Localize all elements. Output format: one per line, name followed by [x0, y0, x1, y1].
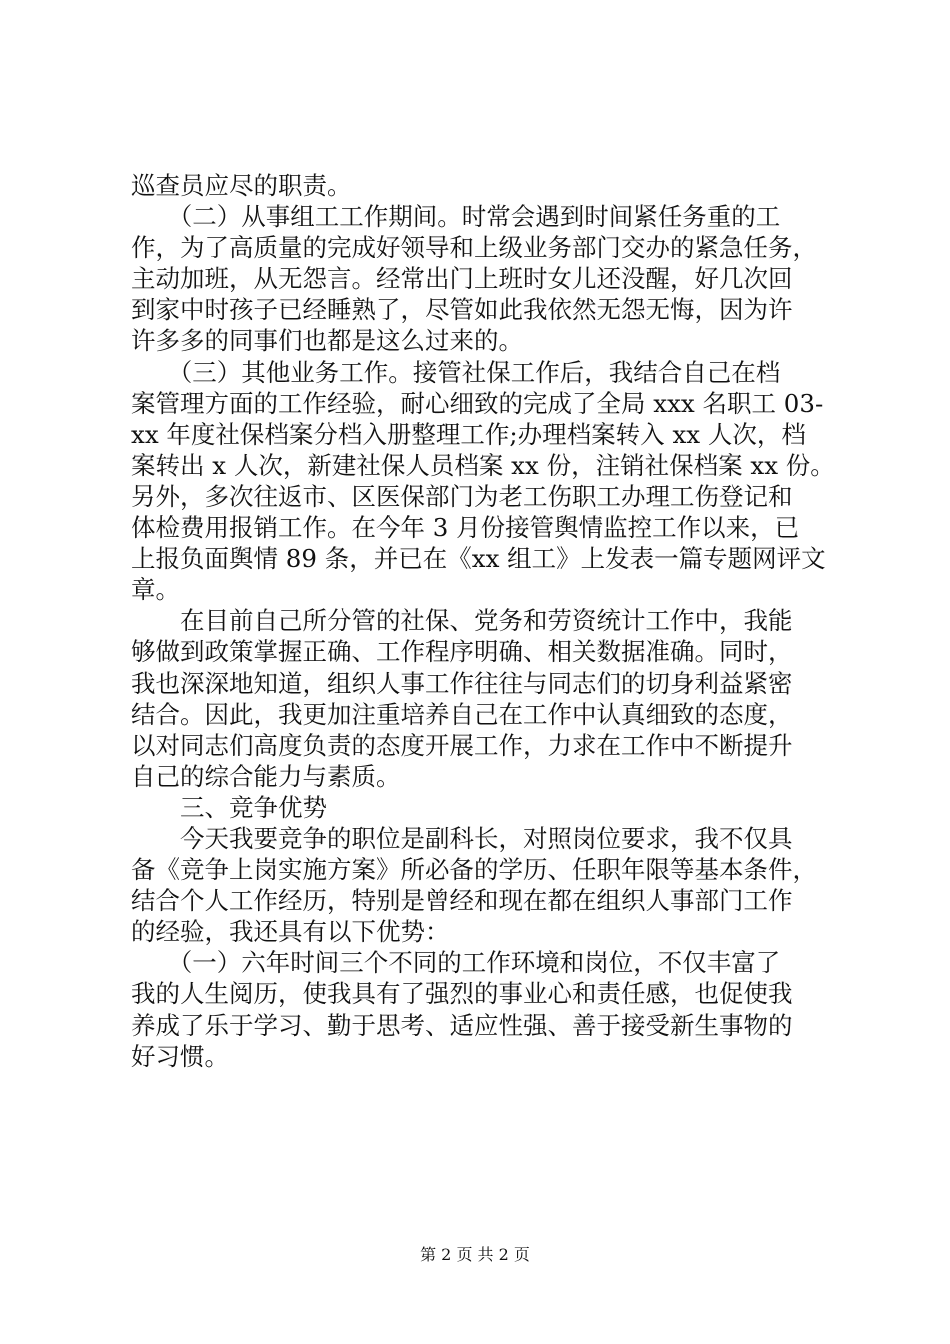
text-line-11: 另外，多次往返市、区医保部门为老工伤职工办理工伤登记和	[131, 481, 793, 511]
text-line-28: 养成了乐于学习、勤于思考、适应性强、善于接受新生事物的	[131, 1010, 793, 1040]
section-heading: 三、竞争优势	[131, 792, 327, 822]
document-body	[131, 170, 843, 1072]
text-line-29: 好习惯。	[131, 1041, 229, 1071]
text-line-17: 我也深深地知道，组织人事工作往往与同志们的切身利益紧密	[131, 668, 793, 698]
text-line-2: （二）从事组工工作期间。时常会遇到时间紧任务重的工	[131, 202, 781, 232]
text-line-14: 章。	[131, 575, 180, 605]
page-number-label: 第 2 页 共 2 页	[420, 1245, 530, 1264]
text-line-22: 今天我要竞争的职位是副科长，对照岗位要求，我不仅具	[131, 823, 793, 853]
text-line-10: 案转出 x 人次，新建社保人员档案 xx 份，注销社保档案 xx 份。	[131, 450, 835, 480]
text-line-8: 案管理方面的工作经验，耐心细致的完成了全局 xxx 名职工 03-	[131, 388, 824, 418]
text-line-1: 巡查员应尽的职责。	[131, 171, 352, 200]
text-line-3: 作，为了高质量的完成好领导和上级业务部门交办的紧急任务，	[131, 233, 817, 263]
text-line-27: 我的人生阅历，使我具有了强烈的事业心和责任感，也促使我	[131, 979, 793, 1009]
text-line-16: 够做到政策掌握正确、工作程序明确、相关数据准确。同时，	[131, 637, 793, 667]
text-line-25: 的经验，我还具有以下优势：	[131, 917, 450, 947]
text-line-15: 在目前自己所分管的社保、党务和劳资统计工作中，我能	[131, 606, 793, 636]
text-line-4: 主动加班，从无怨言。经常出门上班时女儿还没醒，好几次回	[131, 264, 793, 294]
text-line-26: （一）六年时间三个不同的工作环境和岗位，不仅丰富了	[131, 948, 781, 978]
text-line-5: 到家中时孩子已经睡熟了，尽管如此我依然无怨无悔，因为许	[131, 295, 793, 325]
page-footer	[0, 1245, 950, 1265]
text-line-6: 许多多的同事们也都是这么过来的。	[131, 326, 523, 356]
text-line-18: 结合。因此，我更加注重培养自己在工作中认真细致的态度，	[131, 699, 793, 729]
text-line-19: 以对同志们高度负责的态度开展工作，力求在工作中不断提升	[131, 730, 793, 760]
text-line-12: 体检费用报销工作。在今年 3 月份接管舆情监控工作以来，已	[131, 513, 800, 543]
text-line-7: （三）其他业务工作。接管社保工作后，我结合自己在档	[131, 357, 781, 387]
text-line-23: 备《竞争上岗实施方案》所必备的学历、任职年限等基本条件，	[131, 855, 817, 885]
text-line-20: 自己的综合能力与素质。	[131, 761, 401, 791]
text-line-24: 结合个人工作经历，特别是曾经和现在都在组织人事部门工作	[131, 886, 793, 916]
text-line-13: 上报负面舆情 89 条，并已在《xx 组工》上发表一篇专题网评文	[131, 544, 826, 574]
text-line-9: xx 年度社保档案分档入册整理工作;办理档案转入 xx 人次，档	[131, 419, 806, 449]
